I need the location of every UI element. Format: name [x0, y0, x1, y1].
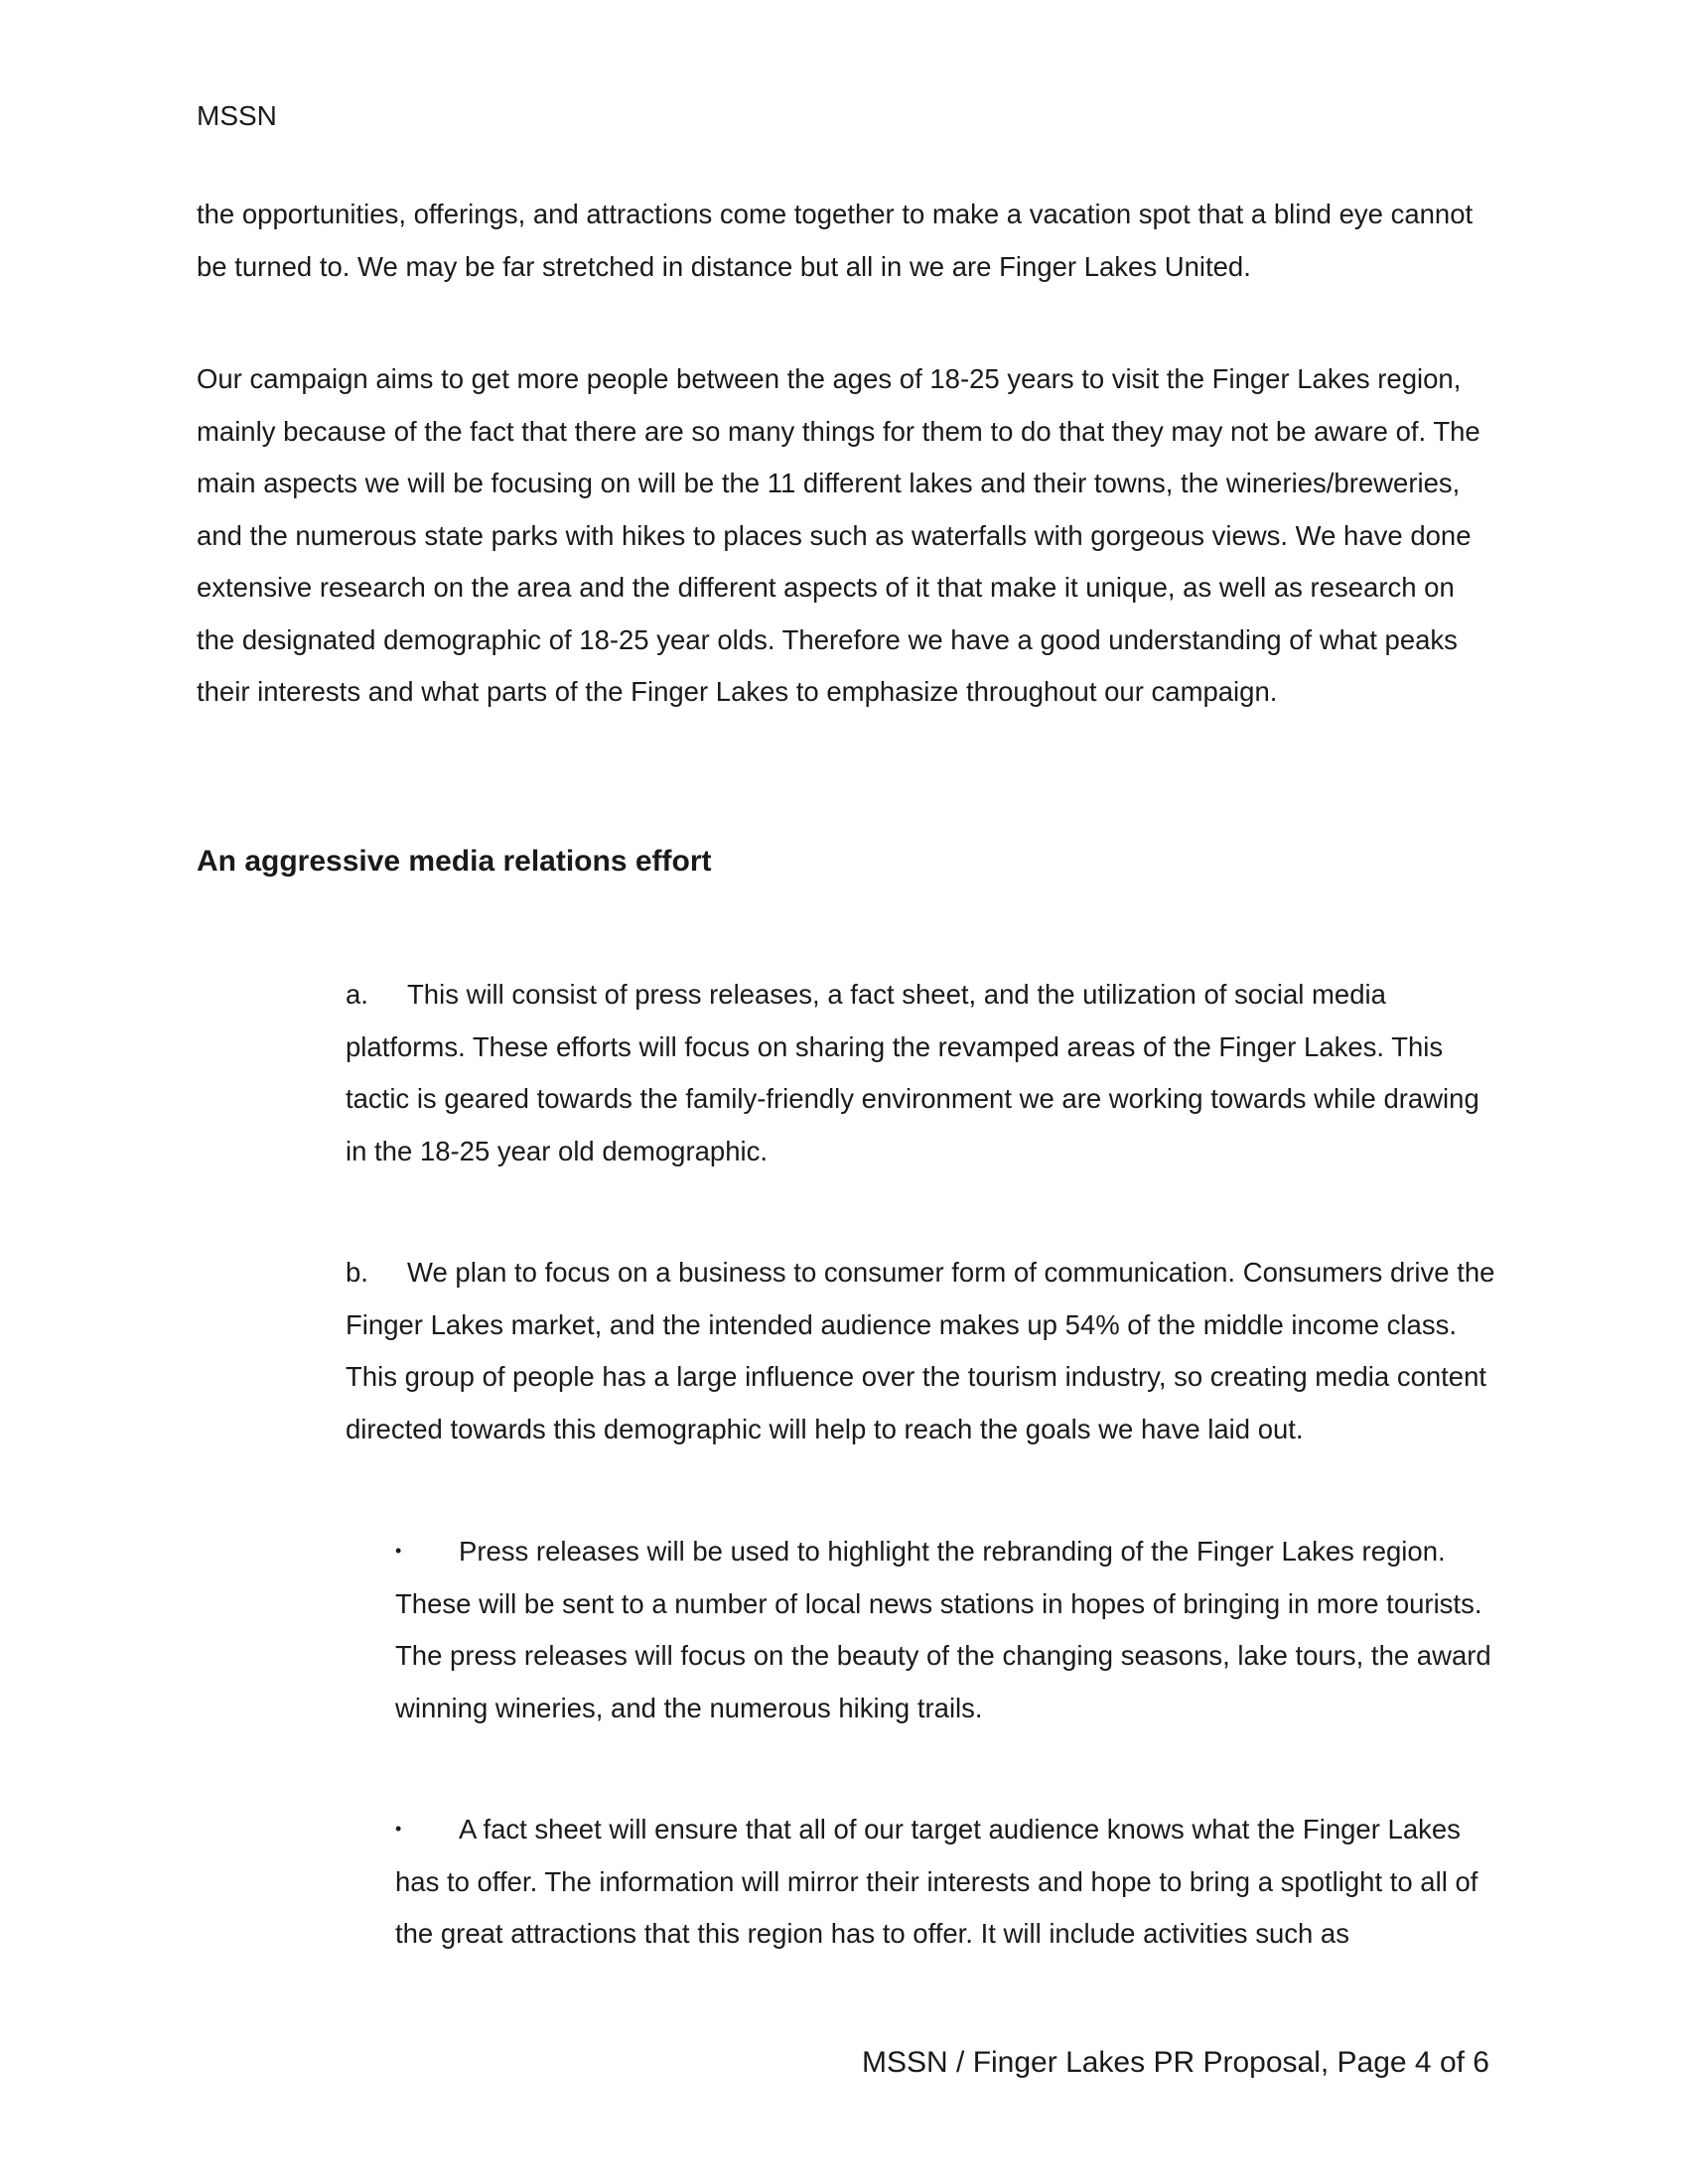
bullet-item-text: A fact sheet will ensure that all of our target audience knows what the Finger Lakes has to offer. The information will mirror their interests and hope to bring a spotlight to all of the great attractions that this region has to offer. It will include activities such as: [395, 1814, 1478, 1949]
bullet-item-press-releases: [395, 1525, 1497, 1734]
page-footer: MSSN / Finger Lakes PR Proposal, Page 4 of 6: [862, 2046, 1489, 2079]
intro-continuation-paragraph: the opportunities, offerings, and attractions come together to make a vacation spot that a blind eye cannot be turned to. We may be far stretched in distance but all in we are Finger Lakes United.: [197, 199, 1474, 282]
list-item-b-text: We plan to focus on a business to consumer form of communication. Consumers drive the Finger Lakes market, and the intended audience makes up 54% of the middle income class. This group of people has a large influence over the tourism industry, so creating media content directed towards this demographic will help to reach the goals we have laid out.: [346, 1257, 1495, 1444]
bullet-item-fact-sheet: [395, 1803, 1497, 1961]
list-item-a: [346, 969, 1497, 1177]
bullet-icon: •: [395, 1541, 402, 1561]
list-marker-b: b.: [346, 1257, 368, 1288]
page-header: MSSN: [197, 100, 277, 131]
list-marker-a: a.: [346, 979, 368, 1010]
bullet-icon: •: [395, 1819, 402, 1839]
campaign-paragraph: Our campaign aims to get more people between the ages of 18-25 years to visit the Finger Lakes region, mainly because of the fact that there are so many things for them to do that they may not be aware of. The main aspects we will be focusing on will be the 11 different lakes and their towns, the wineries/breweries, and the numerous state parks with hikes to places such as waterfalls with gorgeous views. We have done extensive research on the area and the different aspects of it that make it unique, as well as research on the designated demographic of 18-25 year olds. Therefore we have a good understanding of what peaks their interests and what parts of the Finger Lakes to emphasize throughout our campaign.: [197, 363, 1480, 707]
section-heading: An aggressive media relations effort: [197, 845, 712, 878]
bullet-item-text: Press releases will be used to highlight the rebranding of the Finger Lakes region. These will be sent to a number of local news stations in hopes of bringing in more tourists. The press releases will focus on the beauty of the changing seasons, lake tours, the award winning wineries, and the numerous hiking trails.: [395, 1536, 1491, 1723]
list-item-a-text: This will consist of press releases, a fact sheet, and the utilization of social media platforms. These efforts will focus on sharing the revamped areas of the Finger Lakes. This tactic is geared towards the family-friendly environment we are working towards while drawing in the 18-25 year old demographic.: [346, 979, 1479, 1166]
list-item-b: [346, 1247, 1497, 1455]
